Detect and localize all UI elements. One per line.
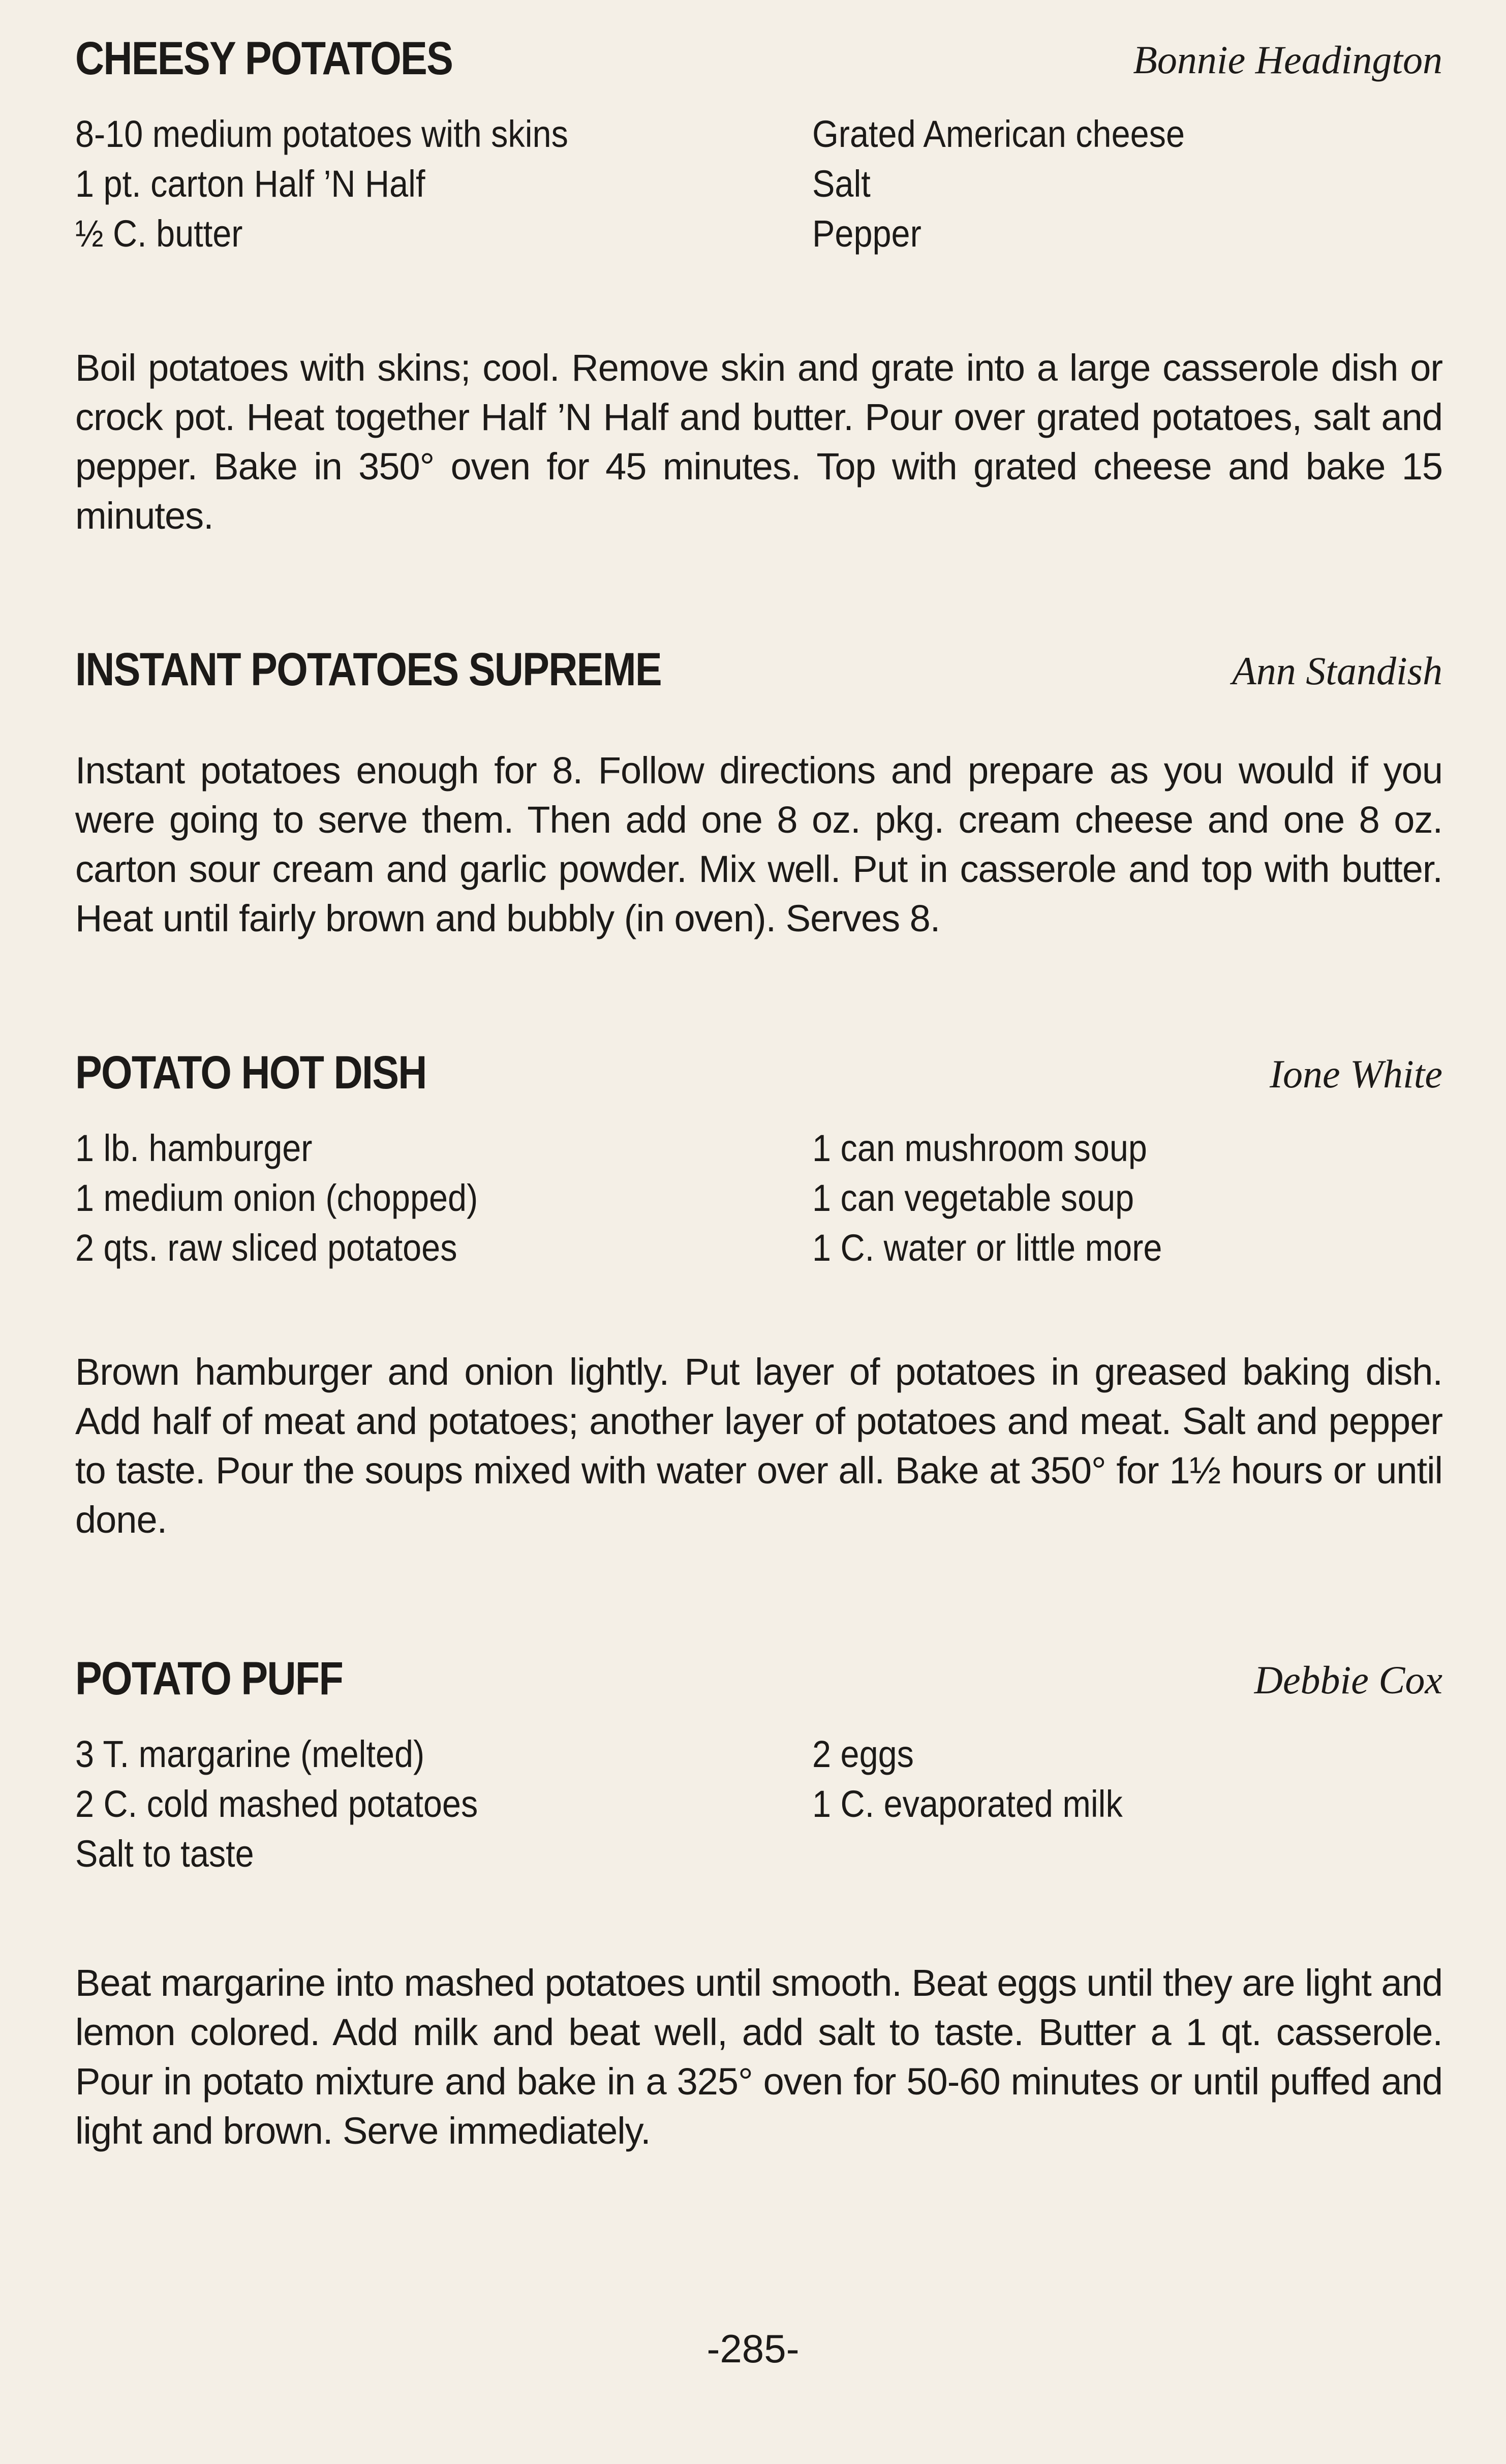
recipe-header (75, 28, 1442, 94)
recipe-author: Bonnie Headington (1133, 38, 1442, 82)
ingredient: 1 can mushroom soup (812, 1127, 1147, 1169)
ingredient: 3 T. margarine (melted) (75, 1733, 425, 1775)
recipe-title: CHEESY POTATOES (75, 33, 453, 84)
recipe-instant-potatoes-supreme (75, 639, 1442, 939)
ingredient: 1 lb. hamburger (75, 1127, 313, 1169)
ingredient: ½ C. butter (75, 212, 243, 255)
recipe-potato-puff (75, 1648, 1442, 2152)
recipe-author: Ann Standish (1232, 649, 1442, 693)
ingredient: 2 qts. raw sliced potatoes (75, 1227, 457, 1269)
ingredients-left-column (75, 109, 623, 259)
ingredients-list (75, 1123, 1442, 1276)
ingredients-list (75, 1729, 1442, 1882)
recipe-instructions: Brown hamburger and onion lightly. Put layer of potatoes in greased baking dish. Add half of meat and potatoes; another layer of potatoes and meat. Salt and pepper to taste. Pour the soups mixed with water over all. Bake at 350° for 1½ hours or until done. (75, 1351, 1442, 1541)
recipe-cheesy-potatoes (75, 28, 1442, 537)
recipe-instructions: Boil potatoes with skins; cool. Remove skin and grate into a large casserole dish or crock pot. Heat together Half ’N Half and butter. Pour over grated potatoes, salt and pepper. Bake in 350° oven for 45 minutes. Top with grated cheese and bake 15 minutes. (75, 347, 1442, 537)
ingredients-right-column (812, 109, 1226, 259)
recipe-potato-hot-dish (75, 1042, 1442, 1541)
recipe-header (75, 639, 1442, 705)
ingredient: 1 can vegetable soup (812, 1177, 1134, 1219)
recipe-title: POTATO HOT DISH (75, 1047, 426, 1099)
ingredient: 1 C. evaporated milk (812, 1783, 1123, 1825)
recipe-instructions: Instant potatoes enough for 8. Follow directions and prepare as you would if you were going to serve them. Then add one 8 oz. pkg. cream cheese and one 8 oz. carton sour cream and garlic powder. Mix well. Put in casserole and top with butter. Heat until fairly brown and bubbly (in oven). Serves 8. (75, 749, 1442, 939)
ingredients-left-column (75, 1729, 523, 1879)
ingredient: 1 pt. carton Half ’N Half (75, 163, 425, 205)
recipe-title: POTATO PUFF (75, 1653, 343, 1705)
page-number: -285- (706, 2326, 800, 2371)
ingredient: Pepper (812, 212, 921, 255)
recipe-instructions: Beat margarine into mashed potatoes until smooth. Beat eggs until they are light and lemon colored. Add milk and beat well, add salt to taste. Butter a 1 qt. casserole. Pour in potato mixture and bake in a 325° oven for 50-60 minutes or until puffed and light and brown. Serve immediately. (75, 1962, 1442, 2152)
ingredient: 2 eggs (812, 1733, 914, 1775)
ingredients-left-column (75, 1123, 523, 1273)
recipe-author: Debbie Cox (1254, 1658, 1442, 1702)
ingredient: 8-10 medium potatoes with skins (75, 113, 568, 155)
ingredient: 2 C. cold mashed potatoes (75, 1783, 478, 1825)
ingredients-list (75, 109, 1442, 262)
ingredients-right-column (812, 1123, 1201, 1273)
ingredient: Salt to taste (75, 1833, 254, 1875)
ingredients-right-column (812, 1729, 1157, 1829)
ingredient: Grated American cheese (812, 113, 1185, 155)
ingredient: 1 C. water or little more (812, 1227, 1162, 1269)
recipe-header (75, 1648, 1442, 1714)
ingredient: Salt (812, 163, 871, 205)
recipe-header (75, 1042, 1442, 1108)
ingredient: 1 medium onion (chopped) (75, 1177, 478, 1219)
recipe-title: INSTANT POTATOES SUPREME (75, 644, 661, 695)
recipe-author: Ione White (1269, 1052, 1442, 1096)
